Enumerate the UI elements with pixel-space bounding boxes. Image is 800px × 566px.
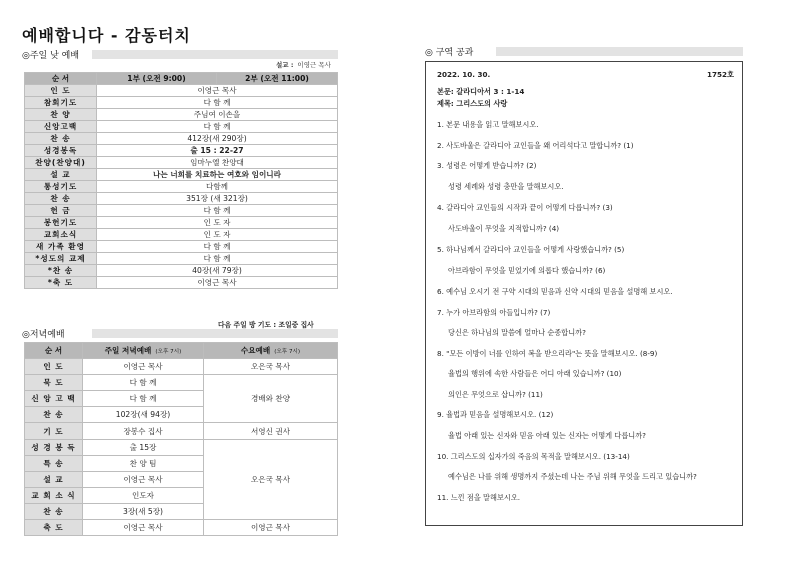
morning-header-first: 1부 (오전 9:00) bbox=[97, 73, 217, 85]
lesson-heading-label: ◎ 구역 공과 bbox=[425, 48, 474, 58]
morning-order-value: 351장 (새 321장) bbox=[97, 193, 338, 205]
morning-order-value: 임마누엘 찬양대 bbox=[97, 157, 338, 169]
morning-order-value: 40장(새 79장) bbox=[97, 265, 338, 277]
lesson-question: 4. 갈라디아 교인들의 시작과 끝이 어떻게 다릅니까? (3) bbox=[437, 203, 613, 212]
evening-sunday-value: 이영근 목사 bbox=[83, 520, 204, 536]
morning-order-label: *찬 송 bbox=[25, 265, 97, 277]
lesson-date: 2022. 10. 30. bbox=[437, 70, 491, 79]
lesson-question: 2. 사도바울은 갈라디아 교인들을 왜 어리석다고 말합니까? (1) bbox=[437, 141, 634, 150]
evening-wed-value: 경배와 찬양 bbox=[204, 375, 338, 423]
evening-sunday-value: 장봉수 집사 bbox=[83, 423, 204, 439]
morning-order-value: 이영근 목사 bbox=[97, 277, 338, 289]
morning-order-value: 인 도 자 bbox=[97, 217, 338, 229]
evening-label: 기 도 bbox=[25, 423, 83, 439]
table-row bbox=[25, 217, 338, 229]
evening-heading-bar bbox=[92, 329, 338, 338]
morning-heading-label: ◎주일 낮 예배 bbox=[22, 51, 80, 61]
evening-sunday-value: 출 15장 bbox=[83, 439, 204, 455]
morning-heading bbox=[22, 48, 79, 61]
morning-order-label: 성경봉독 bbox=[25, 145, 97, 157]
morning-order-value: 주님여 이손을 bbox=[97, 109, 338, 121]
evening-heading bbox=[22, 327, 65, 340]
evening-header-sunday-label: 주일 저녁예배 bbox=[104, 346, 152, 356]
evening-label: 축 도 bbox=[25, 520, 83, 536]
evening-header-wed bbox=[204, 343, 338, 359]
table-row bbox=[25, 145, 338, 157]
lesson-topic: 제목: 그리스도의 사랑 bbox=[437, 99, 508, 108]
lesson-question: 3. 성령은 어떻게 받습니까? (2) bbox=[437, 161, 537, 170]
evening-label: 성 경 봉 독 bbox=[25, 439, 83, 455]
lesson-question: 11. 느낀 점을 말해보시오. bbox=[437, 493, 521, 502]
morning-order-label: 교회소식 bbox=[25, 229, 97, 241]
lesson-question: 1. 본문 내용을 읽고 말해보시오. bbox=[437, 120, 539, 129]
table-row bbox=[25, 109, 338, 121]
morning-order-value: 412장(새 290장) bbox=[97, 133, 338, 145]
evening-header-wed-time: (오후 7시) bbox=[274, 349, 301, 356]
lesson-question: 당신은 하나님의 말씀에 얼마나 순종합니까? bbox=[448, 328, 586, 337]
evening-label: 교 회 소 식 bbox=[25, 487, 83, 503]
table-row bbox=[25, 241, 338, 253]
lesson-question: 아브라함이 무엇을 믿었기에 의롭다 했습니까? (6) bbox=[448, 266, 606, 275]
morning-order-label: 설 교 bbox=[25, 169, 97, 181]
morning-order-label: *축 도 bbox=[25, 277, 97, 289]
evening-header-wed-label: 수요예배 bbox=[240, 346, 271, 356]
table-row bbox=[25, 133, 338, 145]
morning-order-value: 인 도 자 bbox=[97, 229, 338, 241]
morning-order-label: 헌 금 bbox=[25, 205, 97, 217]
morning-order-value: 출 15 : 22-27 bbox=[97, 145, 338, 157]
morning-order-label: 봉헌기도 bbox=[25, 217, 97, 229]
lesson-heading-bar bbox=[496, 47, 743, 56]
table-row bbox=[25, 277, 338, 289]
morning-order-label: 신앙고백 bbox=[25, 121, 97, 133]
lesson-question: 5. 하나님께서 갈라디아 교인들을 어떻게 사랑했습니까? (5) bbox=[437, 245, 625, 254]
morning-order-body bbox=[25, 85, 338, 289]
table-row bbox=[25, 265, 338, 277]
lesson-question: 6. 예수님 오시기 전 구약 시대의 믿음과 신약 시대의 믿음을 설명해 보시오. bbox=[437, 287, 673, 296]
table-row bbox=[25, 169, 338, 181]
lesson-question: 7. 누가 아브라함의 아들입니까? (7) bbox=[437, 308, 551, 317]
page-title: 예배합니다 - 감동터치 bbox=[22, 26, 191, 45]
evening-sunday-value: 인도자 bbox=[83, 487, 204, 503]
evening-wed-value: 서영신 권사 bbox=[204, 423, 338, 439]
table-row bbox=[25, 253, 338, 265]
lesson-question: 예수님은 나를 위해 생명까지 주셨는데 나는 주님 위해 무엇을 드리고 있습니까? bbox=[448, 472, 697, 481]
table-row bbox=[25, 229, 338, 241]
evening-header-row bbox=[25, 343, 338, 359]
evening-header-sunday-time: (오후 7시) bbox=[155, 349, 182, 356]
evening-sunday-value: 이영근 목사 bbox=[83, 471, 204, 487]
morning-order-value: 다 함 께 bbox=[97, 253, 338, 265]
morning-header-order: 순 서 bbox=[25, 73, 97, 85]
evening-sunday-value: 찬 양 팀 bbox=[83, 455, 204, 471]
lesson-question: 율법의 행위에 속한 사람들은 어디 아래 있습니까? (10) bbox=[448, 369, 622, 378]
morning-order-value: 다함께 bbox=[97, 181, 338, 193]
evening-label: 찬 송 bbox=[25, 503, 83, 519]
table-row bbox=[25, 375, 338, 391]
evening-label: 설 교 bbox=[25, 471, 83, 487]
evening-label: 묵 도 bbox=[25, 375, 83, 391]
evening-sunday-value: 102장(새 94장) bbox=[83, 407, 204, 423]
lesson-issue: 1752호 bbox=[707, 70, 734, 79]
morning-order-label: 새 가족 환영 bbox=[25, 241, 97, 253]
evening-heading-label: ◎저녁예배 bbox=[22, 330, 65, 340]
officiant-label: 설교 : bbox=[276, 61, 294, 69]
morning-header-second: 2부 (오전 11:00) bbox=[217, 73, 338, 85]
table-row bbox=[25, 439, 338, 455]
officiant-line bbox=[276, 60, 331, 69]
morning-order-value: 다 함 께 bbox=[97, 205, 338, 217]
morning-order-table bbox=[24, 72, 338, 289]
table-row bbox=[25, 359, 338, 375]
table-row bbox=[25, 85, 338, 97]
evening-sunday-value: 이영근 목사 bbox=[83, 359, 204, 375]
lesson-question: 10. 그리스도의 십자가의 죽음의 목적을 말해보시오. (13-14) bbox=[437, 452, 630, 461]
table-row bbox=[25, 205, 338, 217]
lesson-scripture: 본문: 갈라디아서 3 : 1-14 bbox=[437, 87, 525, 96]
next-prayer-note: 다음 주일 방 기도 : 조일중 집사 bbox=[218, 321, 314, 329]
evening-sunday-value: 다 함 께 bbox=[83, 375, 204, 391]
evening-sunday-value: 3장(새 5장) bbox=[83, 503, 204, 519]
table-row bbox=[25, 97, 338, 109]
lesson-question: 9. 율법과 믿음을 설명해보시오. (12) bbox=[437, 410, 554, 419]
lesson-box bbox=[425, 61, 743, 526]
evening-wed-value: 오은국 목사 bbox=[204, 359, 338, 375]
evening-label: 찬 송 bbox=[25, 407, 83, 423]
morning-order-label: 찬 송 bbox=[25, 193, 97, 205]
officiant-name: 이영근 목사 bbox=[297, 61, 331, 69]
morning-order-label: 참회기도 bbox=[25, 97, 97, 109]
lesson-question: 의인은 무엇으로 삽니까? (11) bbox=[448, 390, 543, 399]
lesson-question: 성령 세례와 성령 충만을 말해보시오. bbox=[448, 182, 564, 191]
lesson-question: 사도바울이 무엇을 지적합니까? (4) bbox=[448, 224, 560, 233]
table-row bbox=[25, 181, 338, 193]
table-row bbox=[25, 121, 338, 133]
evening-sunday-value: 다 함 께 bbox=[83, 391, 204, 407]
evening-label: 신 앙 고 백 bbox=[25, 391, 83, 407]
morning-order-value: 다 함 께 bbox=[97, 121, 338, 133]
morning-order-value: 이영근 목사 bbox=[97, 85, 338, 97]
evening-label: 인 도 bbox=[25, 359, 83, 375]
morning-order-value: 다 함 께 bbox=[97, 241, 338, 253]
morning-order-label: *성도의 교제 bbox=[25, 253, 97, 265]
lesson-heading bbox=[425, 45, 473, 58]
lesson-question: 8. "모든 이방이 너를 인하여 복을 받으리라"는 뜻을 말해보시오. (8-9) bbox=[437, 349, 658, 358]
evening-order-table bbox=[24, 342, 338, 536]
evening-wed-value: 오은국 목사 bbox=[204, 439, 338, 519]
morning-order-label: 통성기도 bbox=[25, 181, 97, 193]
evening-header-order: 순 서 bbox=[25, 343, 83, 359]
morning-order-label: 찬 양 bbox=[25, 109, 97, 121]
table-row bbox=[25, 520, 338, 536]
morning-order-label: 인 도 bbox=[25, 85, 97, 97]
table-row bbox=[25, 423, 338, 439]
morning-header-row bbox=[25, 73, 338, 85]
table-row bbox=[25, 157, 338, 169]
table-row bbox=[25, 193, 338, 205]
morning-order-value: 나는 너희를 치료하는 여호와 임이니라 bbox=[97, 169, 338, 181]
morning-order-label: 찬 송 bbox=[25, 133, 97, 145]
morning-order-label: 찬양(찬양대) bbox=[25, 157, 97, 169]
evening-header-sunday bbox=[83, 343, 204, 359]
morning-heading-bar bbox=[92, 50, 338, 59]
lesson-question: 율법 아래 있는 신자와 믿음 아래 있는 신자는 어떻게 다릅니까? bbox=[448, 431, 646, 440]
morning-order-value: 다 함 께 bbox=[97, 97, 338, 109]
evening-wed-value: 이영근 목사 bbox=[204, 520, 338, 536]
evening-label: 특 송 bbox=[25, 455, 83, 471]
